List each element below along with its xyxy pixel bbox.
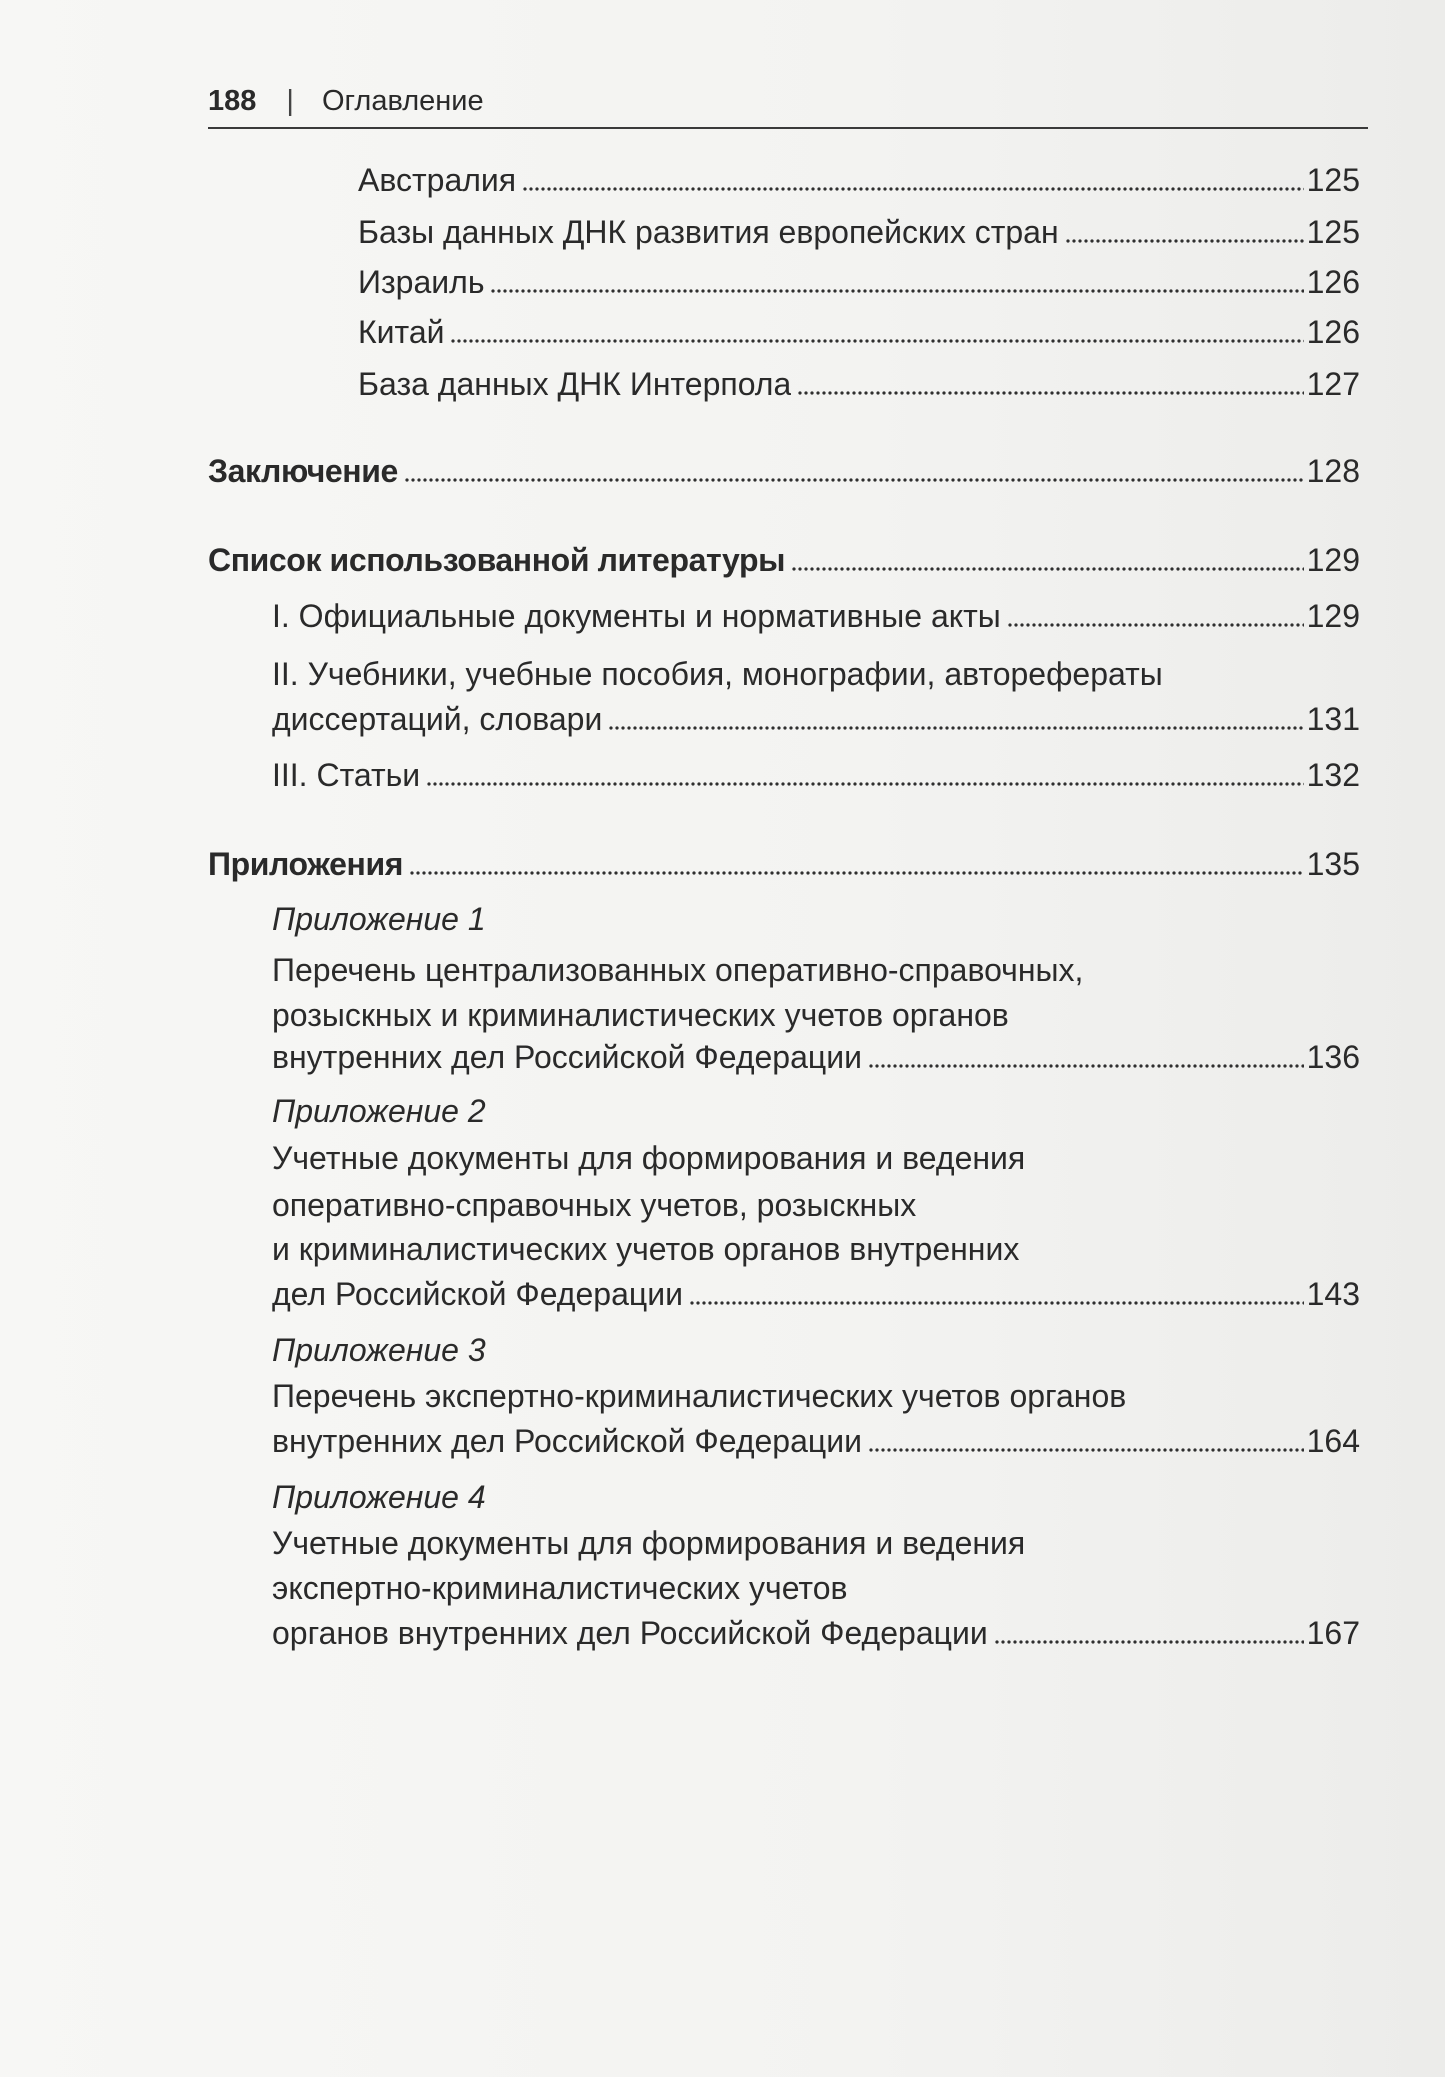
toc-section-references (208, 540, 1360, 580)
toc-entry (358, 160, 1360, 200)
dot-leader (1065, 212, 1304, 252)
toc-entry-page: 125 (1306, 214, 1360, 250)
toc-entry-label: Израиль (358, 264, 485, 300)
toc-entry-line: экспертно-криминалистических учетов (272, 1570, 848, 1606)
header-rule (208, 127, 1368, 129)
toc-section-label: Приложения (208, 846, 403, 882)
dot-leader (426, 755, 1303, 795)
dot-leader (868, 1037, 1304, 1077)
appendix-heading: Приложение 4 (272, 1479, 486, 1515)
dot-leader (409, 844, 1304, 884)
toc-entry-line: Перечень централизованных оперативно-справочных, (272, 952, 1084, 988)
toc-entry-line: Учетные документы для формирования и ведения (272, 1525, 1026, 1561)
toc-entry-label: дел Российской Федерации (272, 1276, 683, 1312)
toc-section-page: 135 (1306, 846, 1360, 882)
toc-entry-label: III. Статьи (272, 757, 421, 793)
toc-section-label: Список использованной литературы (208, 542, 786, 578)
dot-leader (608, 699, 1303, 739)
dot-leader (797, 364, 1303, 404)
toc-entry (358, 262, 1360, 302)
toc-entry-page: 126 (1306, 314, 1360, 350)
running-title: Оглавление (321, 85, 484, 117)
toc-section-conclusion (208, 451, 1360, 491)
toc-entry-label: диссертаций, словари (272, 701, 603, 737)
toc-entry (272, 1421, 1360, 1461)
appendix-heading: Приложение 3 (272, 1332, 486, 1368)
page-number: 188 (208, 85, 257, 117)
toc-entry-label: внутренних дел Российской Федерации (272, 1423, 862, 1459)
toc-entry (272, 1037, 1360, 1077)
toc-entry-label: органов внутренних дел Российской Федерации (272, 1615, 988, 1651)
toc-entry-page: 126 (1306, 264, 1360, 300)
dot-leader (490, 262, 1303, 302)
toc-entry-label: Базы данных ДНК развития европейских стран (358, 214, 1059, 250)
toc-entry-label: I. Официальные документы и нормативные акты (272, 598, 1001, 634)
toc-entry-line: Перечень экспертно-криминалистических учетов органов (272, 1378, 1127, 1414)
toc-entry-line: II. Учебники, учебные пособия, монографии, авторефераты (272, 656, 1163, 692)
dot-leader (868, 1421, 1304, 1461)
toc-entry-line: розыскных и криминалистических учетов органов (272, 997, 1009, 1033)
toc-entry-page: 129 (1306, 598, 1360, 634)
toc-entry (272, 755, 1360, 795)
toc-entry-page: 127 (1306, 366, 1360, 402)
toc-entry-page: 125 (1306, 162, 1360, 198)
dot-leader (994, 1613, 1304, 1653)
header-separator: | (286, 85, 294, 117)
toc-entry-label: База данных ДНК Интерпола (358, 366, 792, 402)
toc-entry-line: Учетные документы для формирования и ведения (272, 1140, 1026, 1176)
toc-entry-page: 131 (1306, 701, 1360, 737)
dot-leader (791, 540, 1304, 580)
toc-entry-page: 132 (1306, 757, 1360, 793)
toc-entry (358, 364, 1360, 404)
appendix-heading: Приложение 2 (272, 1093, 486, 1129)
toc-entry (272, 1613, 1360, 1653)
toc-entry (358, 212, 1360, 252)
toc-entry (272, 596, 1360, 636)
toc-entry (272, 699, 1360, 739)
toc-entry-page: 143 (1306, 1276, 1360, 1312)
toc-entry-label: Австралия (358, 162, 517, 198)
toc-entry (272, 1274, 1360, 1314)
toc-section-page: 128 (1306, 453, 1360, 489)
toc-entry-page: 167 (1306, 1615, 1360, 1651)
dot-leader (450, 312, 1303, 352)
toc-entry (358, 312, 1360, 352)
toc-section-page: 129 (1306, 542, 1360, 578)
toc-entry-label: Китай (358, 314, 445, 350)
dot-leader (404, 451, 1304, 491)
dot-leader (689, 1274, 1304, 1314)
appendix-heading: Приложение 1 (272, 901, 486, 937)
toc-entry-line: оперативно-справочных учетов, розыскных (272, 1187, 917, 1223)
toc-entry-label: внутренних дел Российской Федерации (272, 1039, 862, 1075)
dot-leader (1007, 596, 1304, 636)
toc-entry-page: 136 (1306, 1039, 1360, 1075)
running-head (208, 82, 484, 120)
toc-entry-page: 164 (1306, 1423, 1360, 1459)
toc-section-appendices (208, 844, 1360, 884)
toc-section-label: Заключение (208, 453, 398, 489)
toc-entry-line: и криминалистических учетов органов внутренних (272, 1231, 1020, 1267)
dot-leader (522, 160, 1304, 200)
